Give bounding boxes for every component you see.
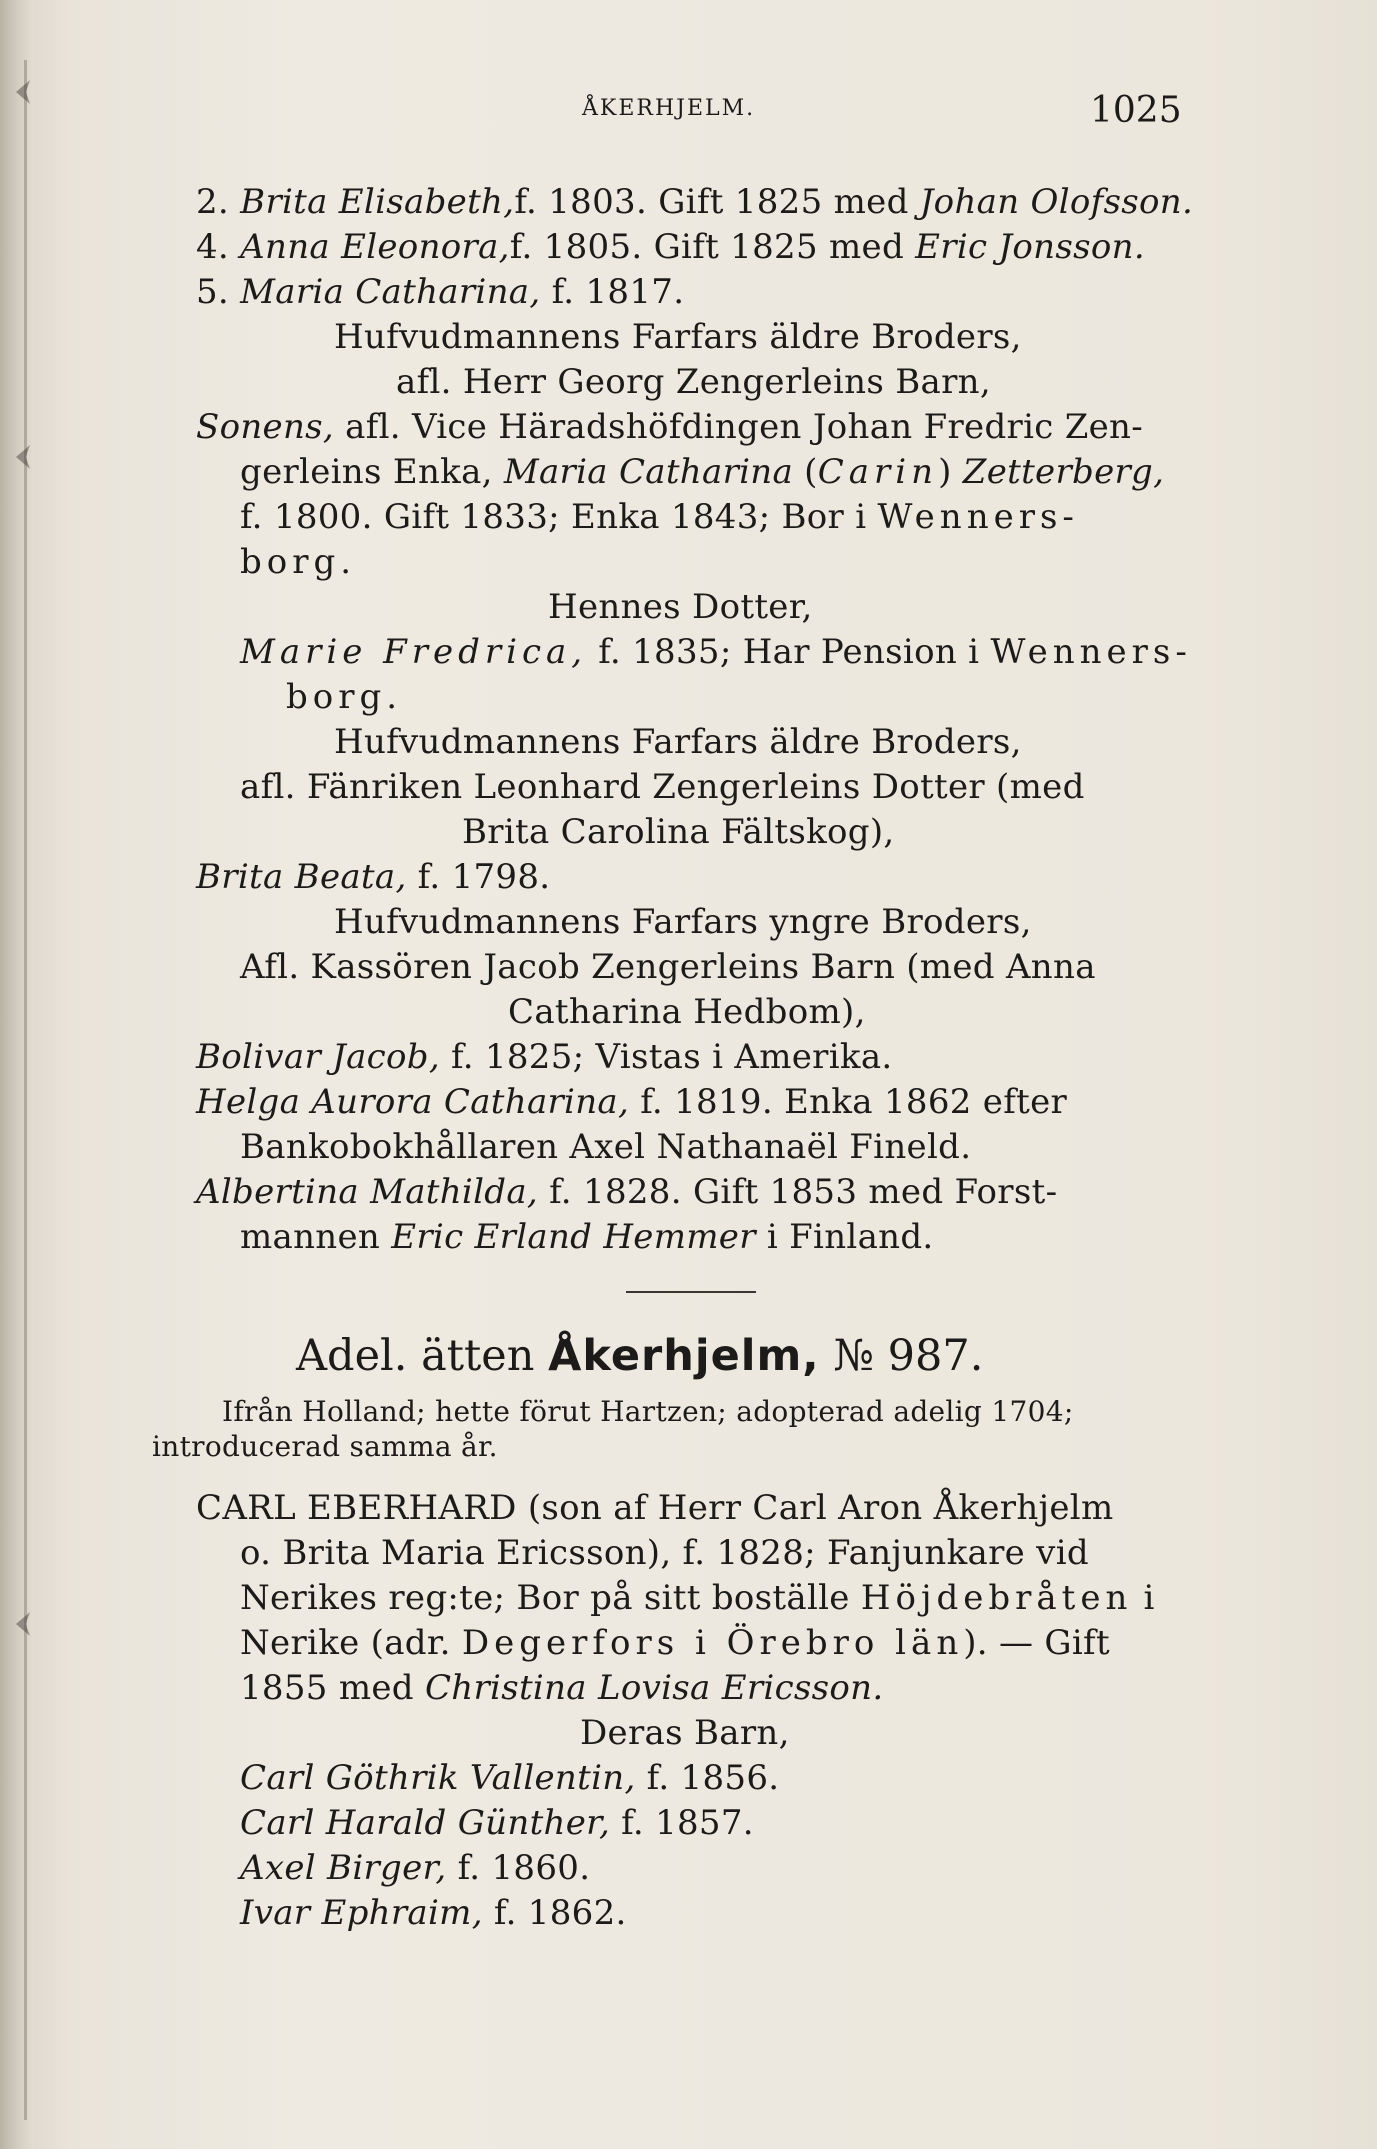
person-name: Ivar Ephraim, (240, 1893, 483, 1933)
entry-line (196, 407, 1143, 447)
entry-text: i Finland. (755, 1217, 934, 1257)
book-spine (0, 0, 34, 2149)
entry-line (240, 1668, 883, 1708)
family-heading-prefix: Adel. ätten (296, 1331, 549, 1381)
entry-line (196, 1172, 1057, 1212)
family-heading (296, 1328, 983, 1384)
entry-number: 5. (196, 272, 241, 312)
section-heading: Hufvudmannens Farfars yngre Broders, (334, 902, 1032, 942)
section-heading: Hufvudmannens Farfars äldre Broders, (334, 317, 1022, 357)
place-name: Wenners- (990, 632, 1192, 672)
entry-line (240, 1217, 934, 1257)
entry-text: i (1132, 1578, 1155, 1618)
entry-text: ). — Gift (963, 1623, 1110, 1663)
section-heading: Deras Barn, (580, 1713, 790, 1753)
entry-line (240, 632, 1192, 672)
spouse-name: Christina Lovisa Ericsson. (424, 1668, 884, 1708)
child-entry (240, 1758, 779, 1798)
person-name: Albertina Mathilda, (196, 1172, 539, 1212)
entry-text: f. 1805. Gift 1825 med (509, 227, 916, 267)
person-name: Brita Elisabeth, (240, 182, 515, 222)
entry-text: f. 1856. (635, 1758, 780, 1798)
person-name: Eric Erland Hemmer (391, 1217, 756, 1257)
person-name: Helga Aurora Catharina, (196, 1082, 630, 1122)
place-name: Wenners- (877, 497, 1079, 537)
page-number: 1025 (1090, 90, 1182, 131)
spouse-name: Eric Jonsson. (915, 227, 1145, 267)
family-intro: Ifrån Holland; hette förut Hartzen; adopterad adelig 1704; (222, 1395, 1074, 1428)
entry-line (240, 452, 1164, 492)
family-name: Åkerhjelm, (548, 1331, 820, 1381)
entry-text: f. 1817. (540, 272, 685, 312)
person-name: Carl Göthrik Vallentin, (240, 1758, 636, 1798)
section-heading: Hennes Dotter, (548, 587, 813, 627)
entry-text: f. 1862. (482, 1893, 627, 1933)
entry-text: ( (793, 452, 818, 492)
entry-text: mannen (240, 1217, 392, 1257)
section-subheading: afl. Fänriken Leonhard Zengerleins Dotter (med (240, 767, 1085, 807)
person-name: Axel Birger, (240, 1848, 447, 1888)
running-head: ÅKERHJELM. (582, 96, 756, 121)
entry-line (196, 182, 1193, 222)
section-divider (626, 1291, 756, 1293)
entry-line (196, 1037, 893, 1077)
family-intro: introducerad samma år. (152, 1430, 498, 1463)
entry-text: f. 1800. Gift 1833; Enka 1843; Bor i (240, 497, 878, 537)
person-name: Bolivar Jacob, (196, 1037, 440, 1077)
entry-text: f. 1825; Vistas i Amerika. (439, 1037, 893, 1077)
person-name: Maria Catharina, (240, 272, 541, 312)
child-entry (240, 1803, 754, 1843)
entry-line (196, 1082, 1067, 1122)
address: Degerfors i Örebro län (461, 1623, 964, 1663)
entry-text: f. 1828. Gift 1853 med Forst- (538, 1172, 1058, 1212)
place-name: borg. (240, 542, 357, 582)
place-name: borg. (286, 677, 403, 717)
entry-text: f. 1798. (406, 857, 551, 897)
head-entry: CARL EBERHARD (son af Herr Carl Aron Åkerhjelm (196, 1488, 1114, 1528)
person-name: Sonens, (196, 407, 335, 447)
child-entry (240, 1893, 627, 1933)
family-number: № 987. (819, 1331, 984, 1381)
entry-text: gerleins Enka, (240, 452, 504, 492)
person-name: Brita Beata, (196, 857, 407, 897)
section-subheading: Catharina Hedbom), (508, 992, 866, 1032)
place-name: Höjdebråten (860, 1578, 1133, 1618)
person-name: Maria Catharina (503, 452, 794, 492)
person-name: Anna Eleonora, (240, 227, 510, 267)
entry-text: Nerike (adr. (240, 1623, 462, 1663)
section-heading: Hufvudmannens Farfars äldre Broders, (334, 722, 1022, 762)
entry-text: f. 1835; Har Pension i (587, 632, 991, 672)
section-subheading: Afl. Kassören Jacob Zengerleins Barn (med Anna (240, 947, 1096, 987)
entry-line: o. Brita Maria Ericsson), f. 1828; Fanjunkare vid (240, 1533, 1089, 1573)
person-name: Carin (817, 452, 939, 492)
entry-text: 1855 med (240, 1668, 425, 1708)
entry-number: 2. (196, 182, 241, 222)
person-name: Zetterberg, (962, 452, 1165, 492)
entry-line (196, 272, 684, 312)
section-subheading: Brita Carolina Fältskog), (462, 812, 895, 852)
entry-text: Nerikes reg:te; Bor på sitt boställe (240, 1578, 861, 1618)
section-subheading: afl. Herr Georg Zengerleins Barn, (396, 362, 991, 402)
spine-line (24, 60, 27, 2120)
entry-text: ) (938, 452, 963, 492)
entry-line (240, 497, 1079, 537)
entry-text: afl. Vice Häradshöfdingen Johan Fredric Zen- (334, 407, 1144, 447)
entry-number: 4. (196, 227, 241, 267)
entry-text: f. 1860. (446, 1848, 591, 1888)
entry-line (196, 227, 1145, 267)
person-name: Carl Harald Günther, (240, 1803, 611, 1843)
person-name: Marie Fredrica, (240, 632, 588, 672)
entry-line: Bankobokhållaren Axel Nathanaël Fineld. (240, 1127, 972, 1167)
entry-text: f. 1857. (610, 1803, 754, 1843)
child-entry (240, 1848, 590, 1888)
entry-text: f. 1819. Enka 1862 efter (629, 1082, 1068, 1122)
entry-text: f. 1803. Gift 1825 med (514, 182, 920, 222)
spouse-name: Johan Olofsson. (919, 182, 1194, 222)
entry-line (196, 857, 550, 897)
entry-line (240, 1578, 1155, 1618)
entry-line (240, 1623, 1110, 1663)
